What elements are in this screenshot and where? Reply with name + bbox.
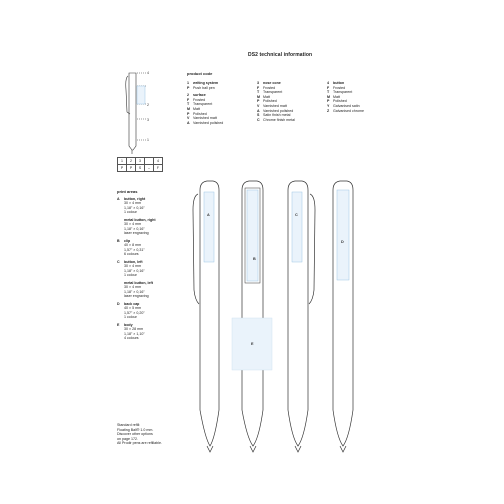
print-area-spec: 1 colour (124, 315, 137, 319)
page-title: DS2 technical information (248, 52, 313, 58)
option-text: Polished (193, 111, 207, 116)
print-area-spec: 1,18" × 0,16" (124, 226, 145, 231)
group-number: 2 (187, 93, 189, 98)
option-code: C (257, 117, 260, 122)
print-area-spec: 30 × 28 mm (124, 327, 144, 331)
print-area-spec: 1,18" × 1,10" (124, 331, 145, 336)
print-area-spec: 30 × 4 mm (124, 222, 142, 226)
print-area-spec: laser engraving (124, 231, 149, 235)
print-area-spec: 30 × 4 mm (124, 264, 142, 268)
group-number: 3 (257, 81, 259, 85)
option-code: S (257, 113, 260, 118)
print-area-spec: 30 × 4 mm (124, 201, 142, 205)
print-area-letter: A (117, 196, 120, 201)
option-text: Satin finish metal (263, 113, 291, 118)
option-text: Varnished polished (263, 108, 294, 113)
print-area-title: back cap (124, 301, 140, 306)
option-text: Varnished matt (193, 116, 217, 121)
print-area-spec: laser engraving (124, 294, 149, 298)
pen-label-b: B (253, 257, 256, 261)
diagram-label-2: 2 (147, 103, 149, 107)
option-text: Frosted (333, 85, 346, 90)
diagram-label-3: 3 (147, 118, 149, 122)
refill-note-line: on page 172. (117, 436, 138, 441)
print-area-letter: B (117, 238, 120, 243)
option-text: Transparent (193, 102, 213, 107)
pen-front (232, 181, 272, 452)
diagram-label-1: 1 (147, 138, 149, 142)
refill-note-line: Standard refill: (117, 423, 141, 427)
option-code: F (327, 85, 330, 90)
option-code: P (257, 99, 260, 104)
option-text: Varnished matt (263, 103, 287, 108)
option-text: Transparent (263, 90, 283, 95)
option-code: M (327, 94, 330, 99)
code-cell: P (118, 165, 127, 172)
print-area-spec: 1,57" × 0,20" (124, 310, 145, 315)
print-area-spec: 1,18" × 0,16" (124, 289, 145, 294)
option-text: Varnished polished (193, 120, 224, 125)
option-code: P (327, 99, 330, 104)
group-title: surface (193, 93, 206, 98)
option-text: Polished (333, 99, 347, 104)
pen-side-left (288, 181, 315, 452)
option-code: P (187, 111, 190, 116)
option-code: T (327, 90, 330, 95)
option-code: F (257, 85, 260, 90)
pen-back (333, 181, 353, 452)
option-code: Y (327, 103, 330, 108)
refill-note-line: Discover other options (117, 432, 153, 436)
option-text: Matt (333, 94, 340, 99)
print-area-spec: 4 colours (124, 336, 139, 340)
print-area-spec: 1,57" × 0,31" (124, 247, 145, 252)
pen-side-right (193, 181, 219, 452)
option-text: Polished (263, 99, 277, 104)
code-cell: F (154, 165, 163, 172)
diagram-label-4: 4 (147, 71, 149, 75)
option-code: A (187, 120, 190, 125)
option-text: Matt (263, 94, 270, 99)
option-code: P (187, 85, 190, 90)
refill-note-line: Floating Ball® 1.0 mm. (117, 427, 154, 432)
option-code: V (187, 116, 190, 121)
product-code-heading: product code (187, 71, 213, 76)
option-code: T (257, 90, 260, 95)
print-area-title: metal button, right (124, 217, 156, 222)
code-cell: S (136, 165, 145, 172)
code-cell: P (127, 165, 136, 172)
print-area-title: button, right (124, 196, 146, 201)
print-area-spec: 40 × 8 mm (124, 243, 142, 247)
code-cell: – (145, 165, 154, 172)
group-title: writing system (193, 81, 219, 85)
option-text: Galvanised satin (333, 103, 360, 108)
print-area-letter: C (117, 259, 120, 264)
print-area-spec: 1 colour (124, 273, 137, 277)
pen-label-c: C (295, 213, 298, 217)
print-areas-heading: print areas (117, 189, 138, 194)
print-area-spec: 1,18" × 0,16" (124, 205, 145, 210)
print-area-title: metal button, left (124, 280, 153, 285)
option-text: Matt (193, 106, 200, 111)
option-text: Galvanised chrome (333, 108, 364, 113)
option-text: Frosted (193, 97, 206, 102)
print-area-title: button, left (124, 259, 143, 264)
group-number: 1 (187, 81, 189, 85)
print-area-spec: 1,18" × 0,16" (124, 268, 145, 273)
print-area-letter: D (117, 301, 120, 306)
option-code: T (187, 102, 190, 107)
option-text: Frosted (263, 85, 276, 90)
option-code: M (187, 106, 190, 111)
group-title: nose cone (263, 81, 281, 85)
refill-note-line: All Prodir pens are refillable. (117, 441, 162, 445)
option-text: Push ball pen (193, 85, 215, 90)
print-area-title: body (124, 322, 133, 327)
pen-label-a: A (207, 213, 210, 217)
print-area-spec: 1 colour (124, 210, 137, 214)
print-area-spec: 30 × 4 mm (124, 285, 142, 289)
option-code: F (187, 97, 190, 102)
option-code: V (257, 103, 260, 108)
group-number: 4 (327, 81, 329, 85)
pen-label-d: D (341, 240, 344, 244)
code-cell: 1 (118, 158, 127, 165)
option-code: Z (327, 108, 330, 113)
option-code: A (257, 108, 260, 113)
code-cell: 2 (127, 158, 136, 165)
print-area-spec: 6 colours (124, 252, 139, 256)
print-area-title: clip (124, 238, 131, 243)
print-area-spec: 40 × 5 mm (124, 306, 142, 310)
print-area-letter: E (117, 322, 120, 327)
group-title: button (333, 81, 345, 85)
code-cell: 3 (136, 158, 145, 165)
option-text: Transparent (333, 90, 353, 95)
option-code: M (257, 94, 260, 99)
pen-label-e: E (251, 342, 254, 346)
option-text: Chrome finish metal (263, 117, 295, 122)
code-cell: 4 (154, 158, 163, 165)
